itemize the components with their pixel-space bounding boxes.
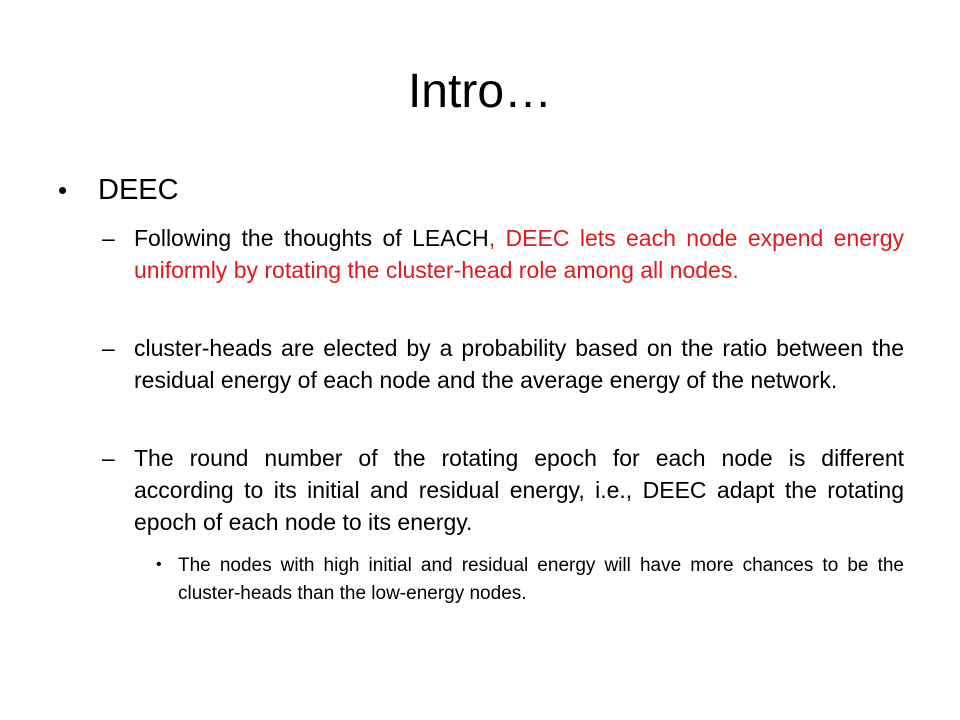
bullet-mark: •: [58, 175, 68, 205]
subbullet-epoch-text: The round number of the rotating epoch for each node is different according to its initial and residual energy, i.e., DEEC adapt the rotating epoch of each node to its energy.: [134, 445, 904, 535]
bullet-deec: [58, 172, 179, 208]
bullet-deec-text: DEEC: [98, 174, 179, 206]
dash-mark: –: [102, 225, 115, 251]
subsubbullet-chances-text: The nodes with high initial and residual energy will have more chances to be the cluster-heads than the low-energy nodes.: [178, 555, 904, 604]
subsubbullet-chances: [156, 552, 904, 608]
subbullet-epoch: [102, 442, 904, 538]
slide-title: Intro…: [407, 65, 553, 118]
dash-mark: –: [102, 335, 115, 361]
subbullet-election: [102, 332, 904, 396]
subbullet-leach-highlight: , DEEC lets each node expend energy uniformly by rotating the cluster-head role among all nodes.: [134, 225, 904, 283]
subbullet-election-text: cluster-heads are elected by a probability based on the ratio between the residual energy of each node and the average energy of the network.: [134, 335, 904, 393]
bullet-mark: •: [156, 556, 162, 573]
subbullet-leach-plain: Following the thoughts of LEACH: [134, 225, 489, 251]
dash-mark: –: [102, 445, 115, 471]
subbullet-leach: [102, 222, 904, 286]
